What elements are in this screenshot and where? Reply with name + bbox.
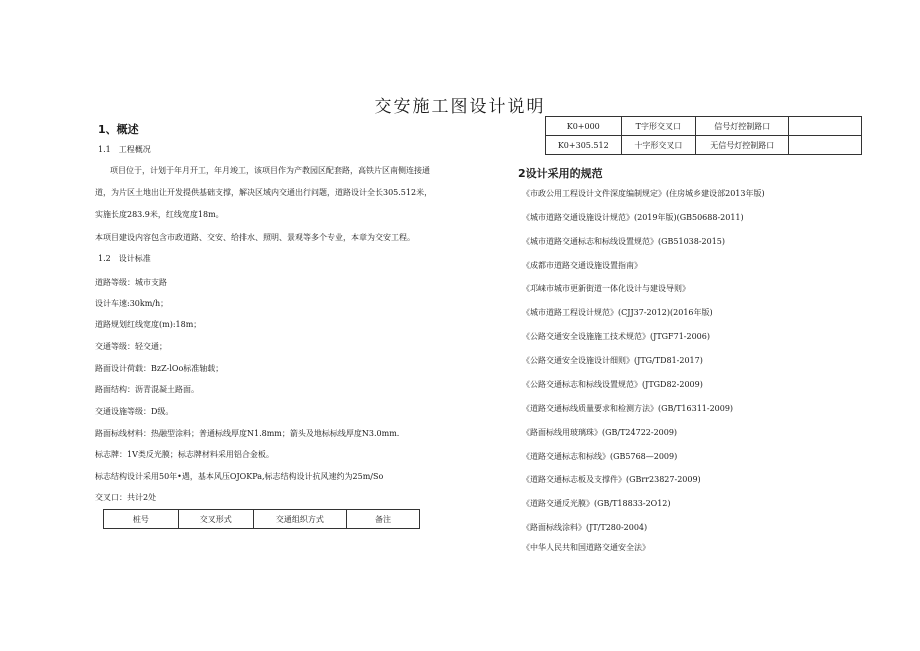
reference-item: 《路面标线涂料》(JT/T280-2004) [522,523,648,532]
standard-item: 设计车速:30km/h； [95,299,169,308]
standard-item: 路面结构：沥青混凝土路面。 [95,385,199,394]
reference-item: 《城市道路交通设施设计规范》(2019年版)(GB50688-2011) [522,213,744,222]
paragraph-line: 实施长度283.9米，红线宽度18m。 [95,210,224,219]
standard-item: 道路等级：城市支路 [95,278,167,287]
reference-item: 《道路交通反光膜》(GB/T18833-2O12) [522,499,671,508]
table-header-cell: 桩号 [104,510,179,529]
table-cell: T字形交叉口 [621,117,696,136]
reference-item: 《市政公用工程设计文件深度编制规定》(住房城乡建设部2013年版) [522,189,765,198]
reference-item: 《道路交通标志和标线》(GB5768—2009) [522,452,678,461]
table-row [546,136,862,155]
paragraph-line: 道，为片区土地出让开发提供基础支撑，解决区域内交通出行问题，道路设计全长305.512米， [95,188,433,197]
reference-item: 《路面标线用玻璃珠》(GB/T24722-2009) [522,428,678,437]
section-standards-heading: 2设计采用的规范 [518,167,603,180]
standard-item: 交通设施等级：D级。 [95,407,174,416]
table-row [546,117,862,136]
reference-item: 《公路交通标志和标线设置规范》(JTGD82-2009) [522,380,703,389]
reference-item: 《公路交通安全设施施工技术规范》(JTGF71-2006) [522,332,710,341]
paragraph-line: 项目位于，计划于年月开工，年月竣工，该项目作为产教园区配套路，高铁片区南侧连接通 [110,166,430,175]
document-title: 交安施工图设计说明 [374,97,546,117]
table-cell [789,136,862,155]
subsection-design-standards: 1.2 设计标准 [98,254,151,263]
table-cell: 信号灯控制路口 [696,117,789,136]
table-cell: 无信号灯控制路口 [696,136,789,155]
table-cell: 十字形交叉口 [621,136,696,155]
reference-item: 《成都市道路交通设施设置指南》 [522,261,642,270]
table-cell: K0+305.512 [546,136,622,155]
subsection-project-overview: 1.1 工程概况 [98,145,151,154]
table-header-cell: 交叉形式 [178,510,253,529]
standard-item: 标志牌：1V类反光膜；标志牌材料采用铝合金板。 [95,450,274,459]
reference-item: 《公路交通安全设施设计细则》(JTG/TD81-2017) [522,356,703,365]
reference-item: 《邛崃市城市更新街道一体化设计与建设导则》 [522,284,690,293]
reference-item: 《道路交通标线质量要求和检测方法》(GB/T16311-2009) [522,404,734,413]
table-header-cell: 交通组织方式 [253,510,346,529]
standard-item: 标志结构设计采用50年•遇，基本风压OJOKPa,标志结构设计抗风速约为25m/So [95,472,384,481]
standard-item: 交叉口：共计2处 [95,493,157,502]
intersection-table-header [103,509,420,529]
standard-item: 道路规划红线宽度(m):18m； [95,320,202,329]
table-cell: K0+000 [546,117,622,136]
standard-item: 交通等级：轻交通； [95,342,167,351]
standard-item: 路面标线材料：热融型涂料；普通标线厚度N1.8mm；箭头及地标标线厚度N3.0mm. [95,429,400,438]
reference-item: 《城市道路工程设计规范》(CJJ37-2012)(2016年版) [522,308,713,317]
table-cell [789,117,862,136]
standard-item: 路面设计荷载：BzZ-lOo标准轴载； [95,364,224,373]
paragraph-scope: 本项目建设内容包含市政道路、交安、给排水、照明、景观等多个专业，本章为交安工程。 [95,233,415,242]
table-header-cell: 备注 [347,510,420,529]
section-overview-heading: 1、概述 [98,123,139,136]
intersection-table-body [545,116,862,155]
reference-item: 《中华人民共和国道路交通安全法》 [522,543,650,552]
reference-item: 《城市道路交通标志和标线设置规范》(GB51038-2015) [522,237,726,246]
reference-item: 《道路交通标志板及支撑件》(GBrr23827-2009) [522,475,701,484]
